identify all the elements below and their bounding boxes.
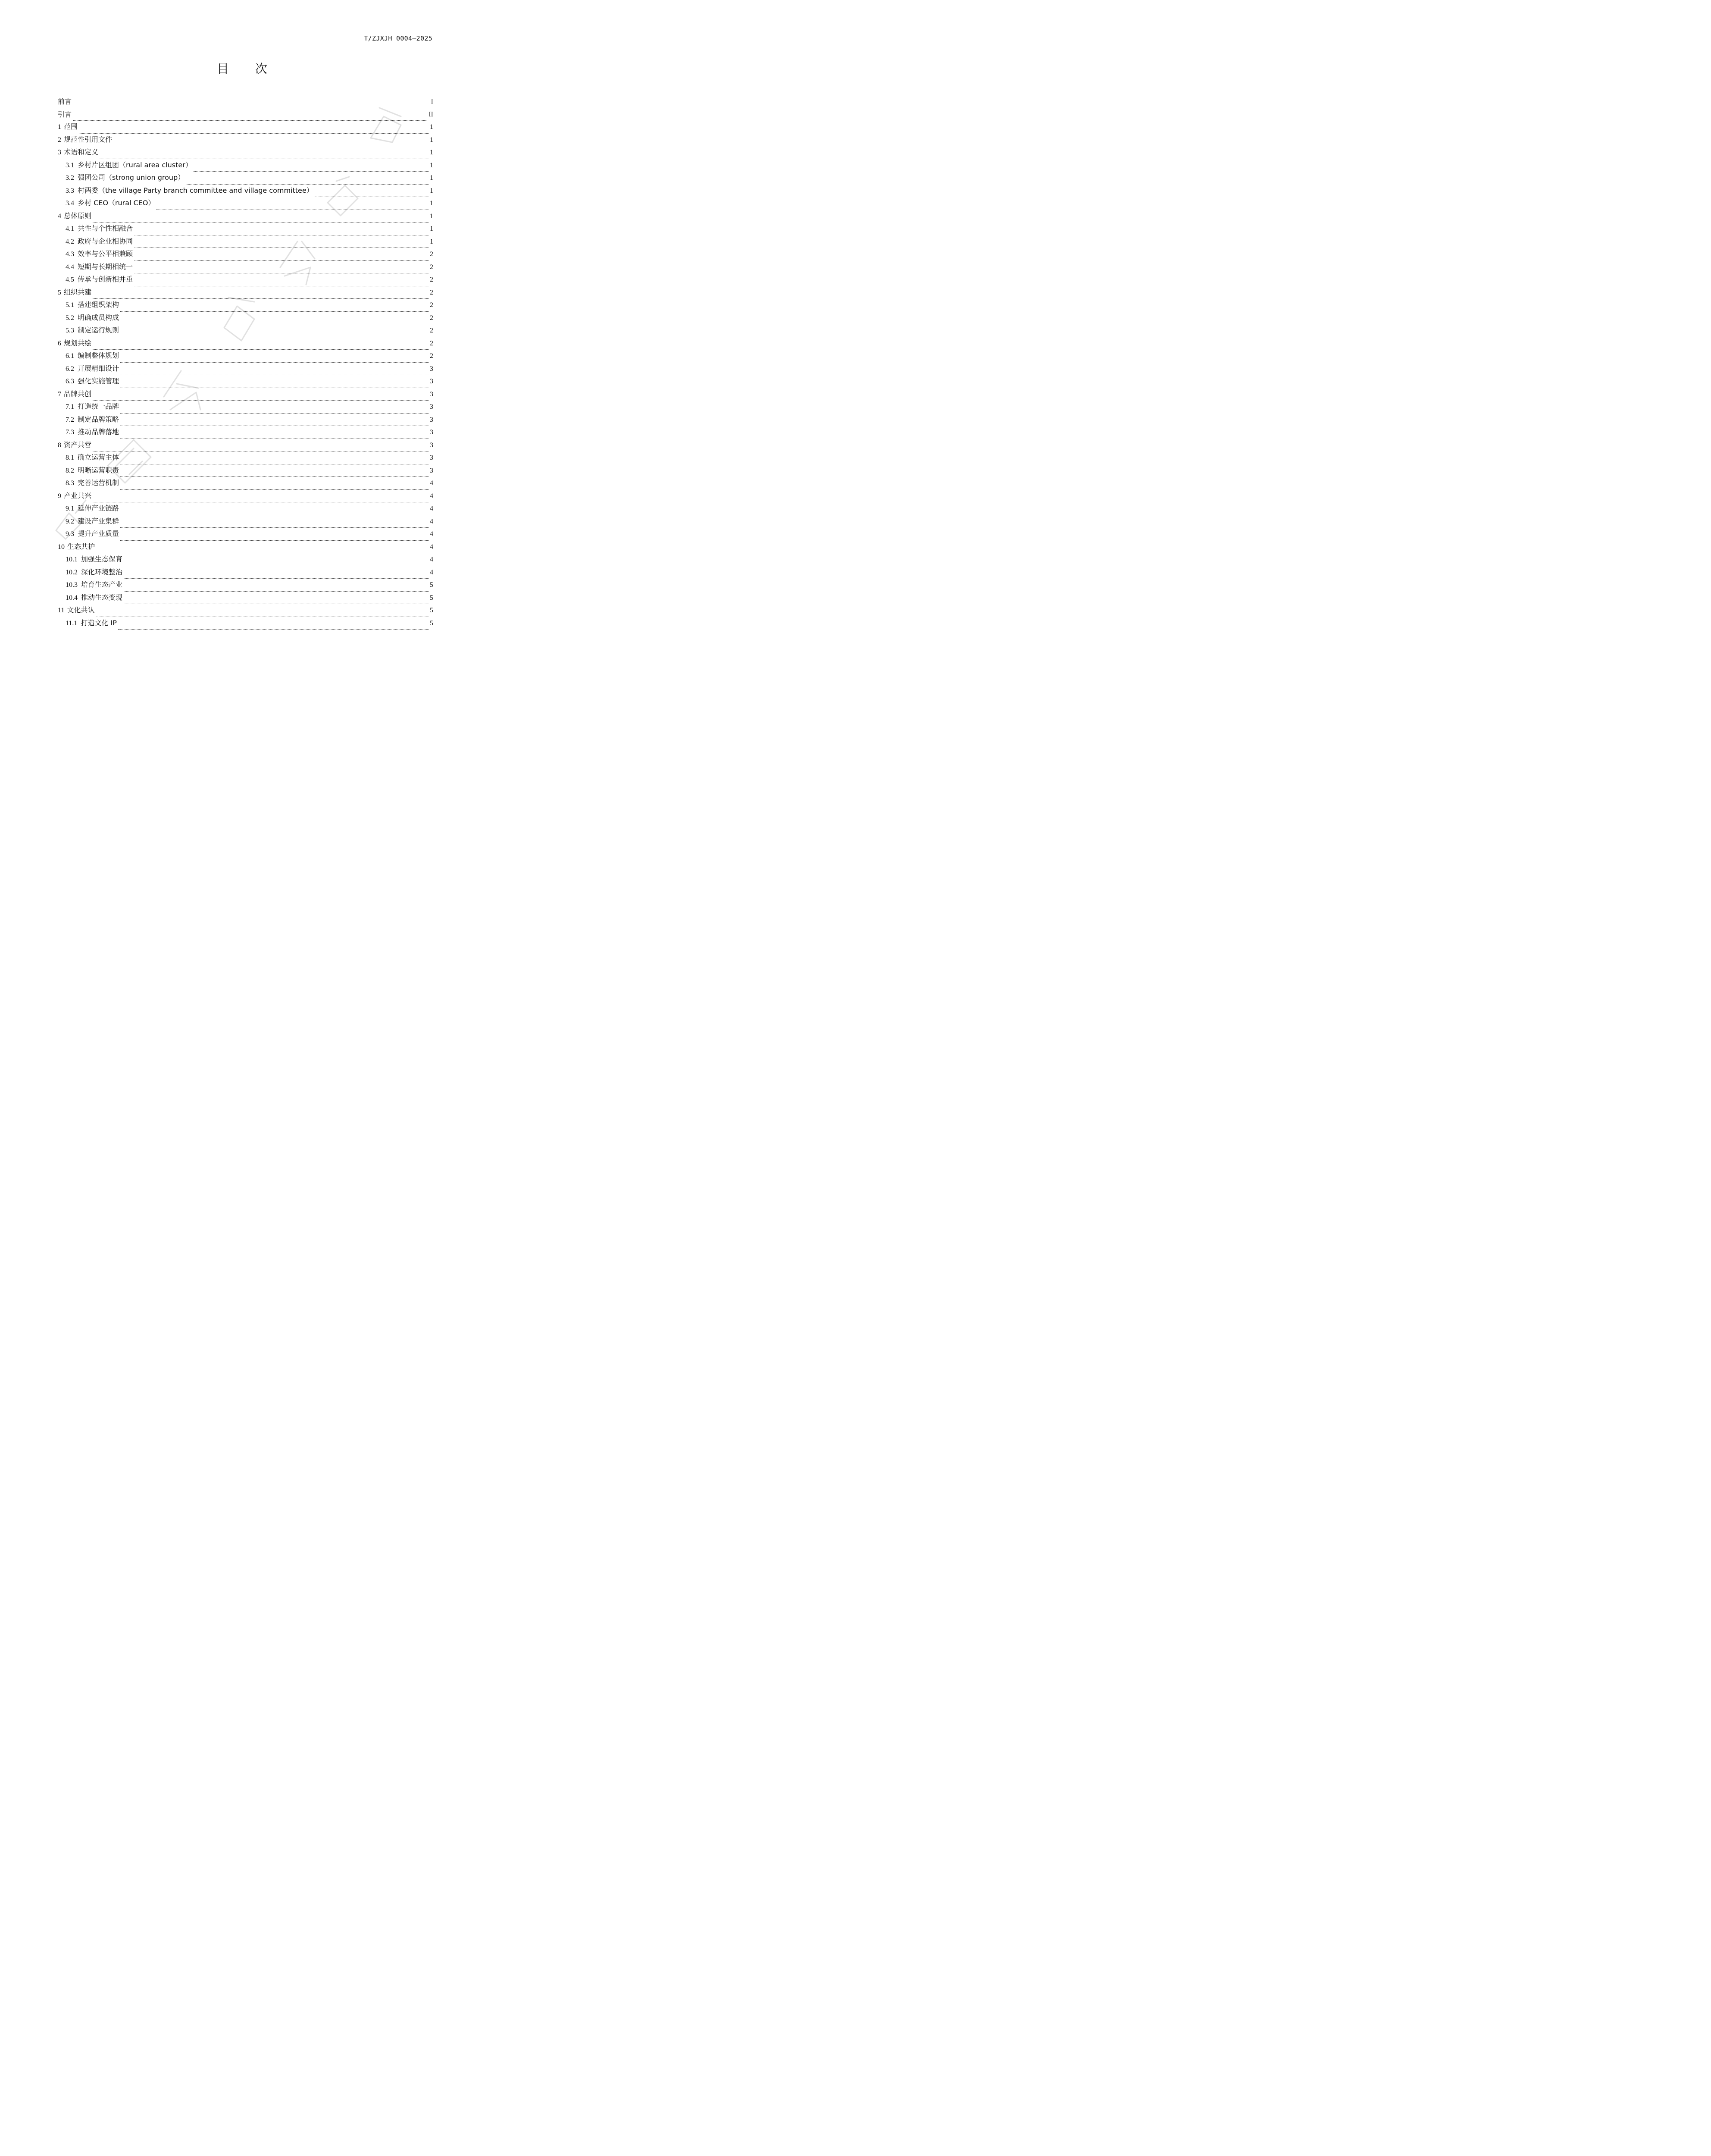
toc-dot-leader [120,456,429,464]
toc-entry[interactable] [58,95,433,108]
toc-entry[interactable] [58,350,433,363]
toc-entry-label [66,298,119,312]
toc-entry-title: 制定品牌策略 [78,415,119,423]
toc-entry[interactable] [58,604,433,617]
toc-entry-number: 6 [58,339,61,347]
toc-entry-title: 提升产业质量 [78,530,119,538]
toc-entry-label [58,95,72,108]
toc-entry-title: 组织共建 [64,288,92,296]
toc-entry-number: 6.1 [66,352,74,360]
toc-dot-leader [73,100,430,108]
toc-dot-leader [113,138,429,146]
toc-entry-title: 明确成员构成 [78,313,119,322]
toc-entry-label [58,286,91,299]
toc-entry-title: 文化共认 [67,606,95,614]
toc-dot-leader [73,112,427,121]
toc-entry-page: 4 [430,530,433,538]
toc-entry-label [66,184,313,197]
toc-dot-leader [93,443,429,451]
toc-entry[interactable] [58,439,433,452]
toc-entry[interactable] [58,172,433,185]
toc-entry-number: 5.1 [66,301,74,309]
toc-entry-page: 1 [430,187,433,194]
toc-dot-leader [120,354,429,363]
toc-entry-page: 4 [430,556,433,563]
toc-entry[interactable] [58,261,433,274]
toc-entry-label [58,439,91,452]
toc-entry-number: 1 [58,123,61,131]
toc-entry[interactable] [58,401,433,414]
toc-entry-title: 传承与创新相并重 [78,275,133,283]
toc-entry-number: 4 [58,212,61,220]
toc-entry-label [66,578,122,592]
toc-entry[interactable] [58,528,433,541]
toc-entry-page: 3 [430,454,433,461]
toc-entry-label [66,349,119,363]
toc-entry-number: 11 [58,607,65,614]
toc-entry-page: 3 [430,390,433,398]
toc-dot-leader [118,621,429,630]
toc-dot-leader [120,405,429,414]
toc-entry-title: 范围 [64,122,78,131]
toc-dot-leader [120,507,429,515]
toc-entry-number: 8.2 [66,467,74,474]
toc-entry[interactable] [58,617,433,630]
toc-entry-title: 乡村片区组团（rural area cluster） [78,160,192,169]
toc-entry-page: 5 [430,581,433,589]
toc-dot-leader [156,201,429,210]
toc-entry-label [66,400,119,414]
toc-dot-leader [96,545,429,553]
toc-entry[interactable] [58,337,433,350]
toc-entry[interactable] [58,134,433,147]
toc-entry[interactable] [58,553,433,566]
toc-entry-label [66,197,155,210]
toc-entry-title: 政府与企业相协同 [78,237,133,245]
table-of-contents [58,95,433,630]
toc-entry-number: 8 [58,441,61,449]
toc-entry-number: 10.3 [66,581,78,589]
document-code: T/ZJXJH 0004—2025 [364,34,432,42]
toc-entry[interactable] [58,451,433,464]
toc-entry-page: 4 [430,517,433,525]
toc-entry-title: 深化环境整治 [81,567,123,576]
toc-entry-title: 规划共绘 [64,338,92,347]
toc-entry-title: 完善运营机制 [78,479,119,487]
toc-entry-label [58,540,95,554]
toc-entry-label [66,260,133,274]
toc-entry-page: 2 [430,339,433,347]
toc-entry-page: 3 [430,441,433,449]
toc-entry-page: 2 [430,314,433,322]
toc-entry-page: 1 [430,161,433,169]
toc-dot-leader [96,608,429,617]
toc-entry-page: 4 [430,505,433,512]
toc-entry-label [58,210,91,223]
toc-entry-page: 5 [430,619,433,627]
toc-entry-title: 品牌共创 [64,389,92,398]
toc-dot-leader [186,176,429,185]
toc-entry-label [66,248,133,261]
toc-dot-leader [120,519,429,528]
toc-entry-label [66,159,192,172]
toc-dot-leader [120,379,429,388]
toc-entry-label [58,604,94,617]
toc-entry-number: 4.1 [66,225,74,232]
toc-dot-leader [120,417,429,426]
toc-dot-leader [93,290,429,299]
toc-entry-page: 2 [430,352,433,360]
toc-entry-page: 2 [430,288,433,296]
toc-entry-page: 2 [430,301,433,309]
toc-entry-label [66,464,119,477]
toc-entry-title: 制定运行规则 [78,326,119,334]
toc-dot-leader [134,252,429,261]
toc-dot-leader [93,392,429,401]
toc-entry[interactable] [58,515,433,528]
toc-entry-label [66,591,122,605]
toc-entry-number: 5.3 [66,327,74,334]
toc-entry-number: 9.1 [66,505,74,512]
toc-entry-title: 总体原则 [64,211,92,220]
toc-entry-page: II [429,110,433,118]
toc-entry-title: 资产共营 [64,440,92,449]
toc-entry-number: 6.3 [66,378,74,385]
toc-entry[interactable] [58,388,433,401]
toc-entry-number: 2 [58,136,61,144]
toc-entry-page: 4 [430,568,433,576]
toc-entry[interactable] [58,197,433,210]
toc-entry-label [66,324,119,337]
toc-dot-leader [134,278,429,286]
toc-entry-number: 5.2 [66,314,74,322]
toc-entry-page: 3 [430,429,433,436]
toc-entry-number: 11.1 [66,619,78,627]
toc-entry-page: 2 [430,276,433,283]
toc-entry-label [66,222,133,235]
toc-dot-leader [120,481,429,490]
page-title: 目 次 [217,62,278,76]
toc-dot-leader [100,150,429,159]
toc-entry-number: 3.3 [66,187,74,194]
toc-entry-number: 7.2 [66,416,74,423]
toc-dot-leader [124,595,429,604]
toc-entry[interactable] [58,248,433,261]
toc-entry-number: 9 [58,492,61,500]
toc-entry-title: 强团公司（strong union group） [78,173,185,182]
toc-entry[interactable] [58,108,433,121]
toc-entry-page: 3 [430,467,433,474]
toc-dot-leader [124,558,429,566]
toc-entry-label [58,146,98,159]
toc-entry-title: 明晰运营职责 [78,466,119,474]
toc-entry-page: 1 [430,149,433,156]
toc-entry-title: 推动生态变现 [81,593,123,602]
toc-entry-title: 推动品牌落地 [78,428,119,436]
toc-dot-leader [134,239,429,248]
toc-entry[interactable] [58,579,433,592]
toc-dot-leader [120,316,429,324]
toc-entry-label [66,171,185,185]
toc-entry-title: 打造文化 IP [81,618,117,627]
toc-entry-label [66,502,119,515]
toc-entry-number: 9.2 [66,517,74,525]
toc-entry-page: 5 [430,607,433,614]
toc-dot-leader [93,494,429,502]
toc-entry-label [66,362,119,376]
toc-entry-title: 加强生态保育 [81,555,123,563]
toc-dot-leader [79,125,429,134]
toc-entry-number: 3 [58,149,61,156]
toc-entry[interactable] [58,566,433,579]
toc-entry[interactable] [58,363,433,376]
toc-dot-leader [120,532,429,541]
toc-entry-number: 7.1 [66,403,74,411]
toc-entry-page: 4 [430,543,433,551]
toc-entry[interactable] [58,286,433,299]
toc-entry-page: I [431,98,433,105]
toc-entry-page: 5 [430,594,433,602]
toc-entry-page: 1 [430,200,433,207]
toc-entry[interactable] [58,324,433,337]
toc-entry-page: 3 [430,416,433,423]
toc-entry-label [66,451,119,464]
toc-entry-page: 1 [430,212,433,220]
toc-entry[interactable] [58,312,433,325]
toc-entry[interactable] [58,146,433,159]
toc-entry-label [66,515,119,528]
toc-entry-label [58,133,112,147]
toc-entry[interactable] [58,502,433,515]
toc-entry-label [58,120,78,134]
toc-entry-page: 2 [430,263,433,271]
toc-entry[interactable] [58,477,433,490]
toc-entry-title: 共性与个性相融合 [78,224,133,232]
toc-entry-page: 1 [430,136,433,144]
toc-entry-title: 编制整体规划 [78,351,119,360]
toc-entry[interactable] [58,375,433,388]
toc-dot-leader [120,329,429,337]
toc-entry-title: 强化实施管理 [78,377,119,385]
toc-entry[interactable] [58,541,433,554]
toc-entry-page: 4 [430,479,433,487]
toc-entry-label [66,566,122,579]
toc-dot-leader [120,303,429,312]
toc-entry[interactable] [58,273,433,286]
toc-dot-leader [120,367,429,375]
toc-entry-number: 4.3 [66,251,74,258]
toc-entry-title: 效率与公平相兼顾 [78,250,133,258]
toc-entry[interactable] [58,592,433,605]
toc-dot-leader [124,583,429,592]
toc-dot-leader [120,430,429,439]
toc-entry-page: 3 [430,378,433,385]
toc-entry[interactable] [58,235,433,248]
toc-entry-number: 3.2 [66,174,74,182]
toc-entry-title: 引言 [58,110,72,119]
toc-entry-number: 3.4 [66,200,74,207]
toc-entry[interactable] [58,490,433,503]
toc-entry[interactable] [58,414,433,426]
toc-entry[interactable] [58,464,433,477]
toc-entry-page: 1 [430,238,433,245]
toc-entry-page: 1 [430,225,433,232]
toc-entry-title: 生态共护 [67,542,95,551]
toc-entry-number: 4.4 [66,263,74,271]
toc-entry-number: 5 [58,288,61,296]
toc-entry-number: 4.2 [66,238,74,245]
toc-entry-title: 建设产业集群 [78,517,119,525]
toc-entry-page: 1 [430,123,433,131]
toc-entry-label [58,108,72,121]
toc-entry-number: 6.2 [66,365,74,373]
toc-entry-title: 培育生态产业 [81,580,123,589]
toc-entry-label [66,617,117,630]
toc-entry-number: 10.1 [66,556,78,563]
toc-entry-title: 开展精细设计 [78,364,119,373]
toc-entry-number: 9.3 [66,530,74,538]
toc-entry-label [66,426,119,439]
toc-entry-title: 短期与长期相统一 [78,262,133,271]
toc-entry-page: 3 [430,403,433,411]
toc-entry-title: 规范性引用文件 [64,135,113,144]
toc-entry-number: 7 [58,390,61,398]
toc-dot-leader [120,468,429,477]
toc-entry-label [66,235,133,248]
toc-entry-page: 2 [430,327,433,334]
toc-entry-label [66,527,119,541]
toc-entry-label [66,476,119,490]
toc-entry[interactable] [58,299,433,312]
toc-entry-title: 搭建组织架构 [78,301,119,309]
toc-entry-number: 7.3 [66,429,74,436]
toc-entry-number: 8.1 [66,454,74,461]
toc-dot-leader [315,188,429,197]
toc-dot-leader [124,570,429,579]
toc-entry-title: 术语和定义 [64,148,99,156]
toc-entry-label [58,337,91,350]
toc-dot-leader [93,341,429,350]
toc-entry[interactable] [58,185,433,197]
toc-entry[interactable] [58,210,433,223]
toc-entry-label [66,311,119,325]
toc-dot-leader [93,214,429,222]
toc-entry-title: 前言 [58,97,72,106]
toc-entry-title: 延伸产业链路 [78,504,119,512]
toc-entry-title: 产业共兴 [64,491,92,500]
toc-entry-label [58,388,91,401]
toc-entry-number: 10 [58,543,65,551]
toc-entry[interactable] [58,222,433,235]
toc-entry-label [66,375,119,388]
toc-entry-number: 10.2 [66,568,78,576]
toc-entry-label [58,489,91,503]
toc-entry-number: 3.1 [66,161,74,169]
toc-entry[interactable] [58,159,433,172]
toc-entry-label [66,413,119,426]
toc-entry-label [66,273,133,286]
toc-dot-leader [134,265,429,273]
toc-entry-title: 村两委（the village Party branch committee and village committee） [78,186,313,194]
toc-entry-number: 4.5 [66,276,74,283]
toc-dot-leader [194,163,429,172]
toc-entry-page: 3 [430,365,433,373]
toc-entry-label [66,553,122,566]
toc-entry-page: 2 [430,251,433,258]
toc-entry-number: 10.4 [66,594,78,602]
toc-entry-page: 1 [430,174,433,182]
toc-entry-page: 4 [430,492,433,500]
toc-entry[interactable] [58,121,433,134]
toc-dot-leader [134,227,429,235]
toc-entry-title: 乡村 CEO（rural CEO） [78,199,155,207]
toc-entry[interactable] [58,426,433,439]
toc-entry-title: 确立运营主体 [78,453,119,461]
toc-entry-number: 8.3 [66,479,74,487]
toc-entry-title: 打造统一品牌 [78,402,119,411]
